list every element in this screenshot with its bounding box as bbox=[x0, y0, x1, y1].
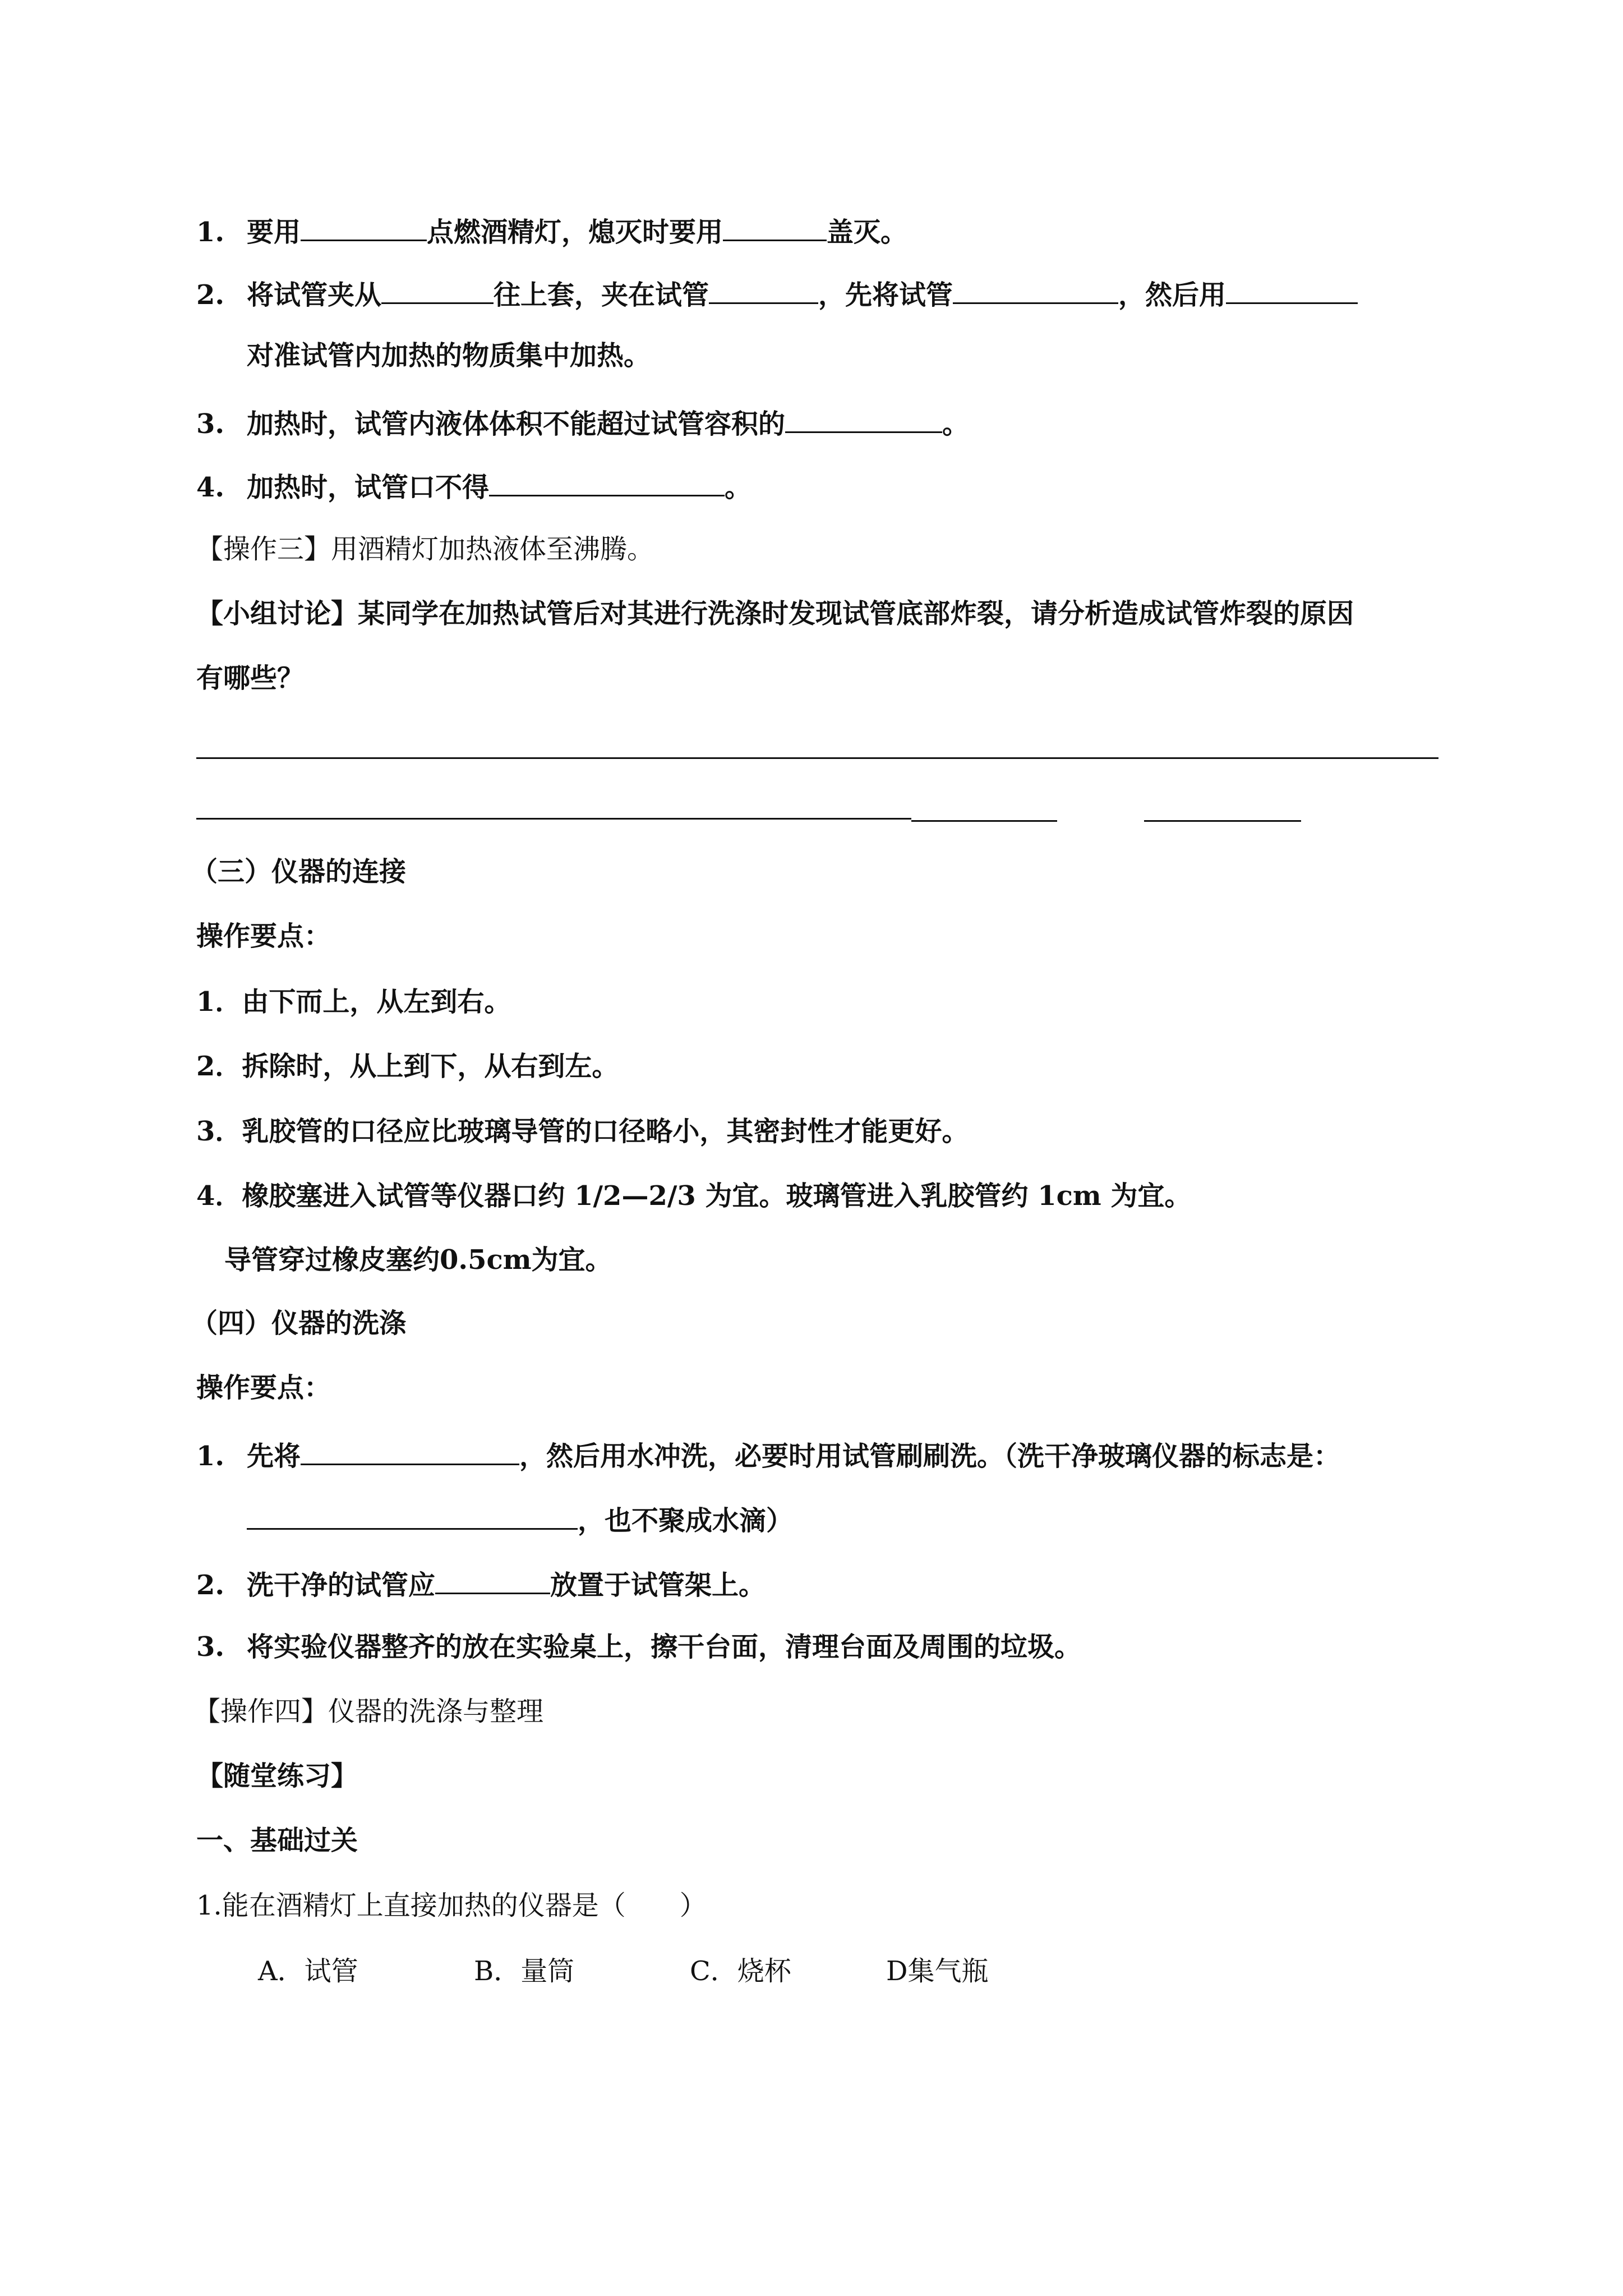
question-text: ，然后用 bbox=[1118, 279, 1227, 311]
fill-blank[interactable] bbox=[723, 216, 827, 241]
question-text: 。 bbox=[725, 472, 752, 503]
mcq-options bbox=[258, 1955, 989, 1987]
question-text: 往上套，夹在试管 bbox=[494, 279, 709, 311]
fill-blank[interactable] bbox=[489, 471, 725, 496]
section-4-item-1 bbox=[196, 1440, 1340, 1470]
mcq-stem: 1.能在酒精灯上直接加热的仪器是（ ） bbox=[196, 1890, 707, 1921]
fill-blank[interactable] bbox=[435, 1569, 550, 1594]
section-4-item-1-continuation bbox=[247, 1504, 793, 1534]
fill-blank[interactable] bbox=[301, 216, 427, 241]
mcq-option-b[interactable]: B．量筒 bbox=[474, 1955, 575, 1987]
section-4-points-label: 操作要点： bbox=[196, 1372, 331, 1404]
item-number: 1. bbox=[196, 1441, 225, 1472]
section-4-item-3 bbox=[196, 1631, 1082, 1663]
question-text: 。 bbox=[942, 408, 970, 440]
answer-line[interactable] bbox=[1144, 820, 1301, 822]
item-text: 洗干净的试管应 bbox=[247, 1570, 436, 1601]
question-2 bbox=[196, 279, 1358, 309]
section-3-title: （三）仪器的连接 bbox=[191, 856, 407, 887]
section-3-item: 2．拆除时，从上到下，从右到左。 bbox=[196, 1051, 619, 1082]
item-text: ，然后用水冲洗，必要时用试管刷刷洗。（洗干净玻璃仪器的标志是： bbox=[519, 1441, 1341, 1472]
fill-blank[interactable] bbox=[953, 279, 1118, 304]
operation-3: 【操作三】用酒精灯加热液体至沸腾。 bbox=[196, 533, 654, 565]
question-2-continuation: 对准试管内加热的物质集中加热。 bbox=[247, 340, 651, 371]
mcq-option-c[interactable]: C．烧杯 bbox=[690, 1955, 791, 1987]
item-number: 3. bbox=[196, 1631, 225, 1663]
question-3 bbox=[196, 408, 969, 438]
question-text: 将试管夹从 bbox=[247, 279, 382, 311]
question-4 bbox=[196, 471, 751, 501]
section-3-item: 3．乳胶管的口径应比玻璃导管的口径略小，其密封性才能更好。 bbox=[196, 1116, 969, 1147]
question-number: 2. bbox=[196, 279, 225, 311]
answer-line[interactable] bbox=[196, 757, 1438, 759]
mcq-option-a[interactable]: A．试管 bbox=[258, 1955, 358, 1987]
question-text: 要用 bbox=[247, 217, 301, 248]
fill-blank[interactable] bbox=[785, 408, 942, 433]
question-text: 盖灭。 bbox=[827, 217, 908, 248]
operation-4: 【操作四】仪器的洗涤与整理 bbox=[193, 1696, 544, 1727]
fill-blank[interactable] bbox=[709, 279, 818, 304]
fill-blank[interactable] bbox=[247, 1504, 578, 1530]
item-text: 将实验仪器整齐的放在实验桌上，擦干台面，清理台面及周围的垃圾。 bbox=[247, 1631, 1082, 1663]
practice-heading: 【随堂练习】 bbox=[196, 1760, 358, 1792]
mcq-option-d[interactable]: D集气瓶 bbox=[886, 1955, 989, 1987]
group-discussion-continuation: 有哪些？ bbox=[196, 662, 305, 694]
section-3-item: 4．橡胶塞进入试管等仪器口约 1/2—2/3 为宜。玻璃管进入乳胶管约 1cm 为宜。 bbox=[196, 1180, 1192, 1212]
item-text: 放置于试管架上。 bbox=[550, 1570, 766, 1601]
answer-line[interactable] bbox=[911, 820, 1057, 822]
item-text: 先将 bbox=[247, 1441, 301, 1472]
question-text: ，先将试管 bbox=[818, 279, 953, 311]
fill-blank[interactable] bbox=[1226, 279, 1358, 304]
question-text: 加热时，试管内液体体积不能超过试管容积的 bbox=[247, 408, 786, 440]
section-4-item-2 bbox=[196, 1569, 766, 1599]
fill-blank[interactable] bbox=[301, 1440, 519, 1465]
section-4-title: （四）仪器的洗涤 bbox=[191, 1308, 407, 1339]
item-number: 2. bbox=[196, 1570, 225, 1601]
question-1 bbox=[196, 216, 907, 246]
section-3-extra: 导管穿过橡皮塞约0.5cm为宜。 bbox=[224, 1244, 612, 1276]
question-number: 4. bbox=[196, 472, 225, 503]
section-3-points-label: 操作要点： bbox=[196, 921, 331, 952]
question-number: 3. bbox=[196, 408, 225, 440]
question-number: 1. bbox=[196, 217, 225, 248]
basic-heading: 一、基础过关 bbox=[196, 1825, 358, 1856]
answer-line[interactable] bbox=[196, 818, 911, 820]
section-3-item: 1．由下而上，从左到右。 bbox=[196, 986, 511, 1018]
fill-blank[interactable] bbox=[381, 279, 494, 304]
question-text: 点燃酒精灯，熄灭时要用 bbox=[427, 217, 723, 248]
item-text: ，也不聚成水滴） bbox=[578, 1505, 794, 1536]
question-text: 加热时，试管口不得 bbox=[247, 472, 490, 503]
group-discussion: 【小组讨论】某同学在加热试管后对其进行洗涤时发现试管底部炸裂，请分析造成试管炸裂的原因 bbox=[196, 598, 1354, 629]
